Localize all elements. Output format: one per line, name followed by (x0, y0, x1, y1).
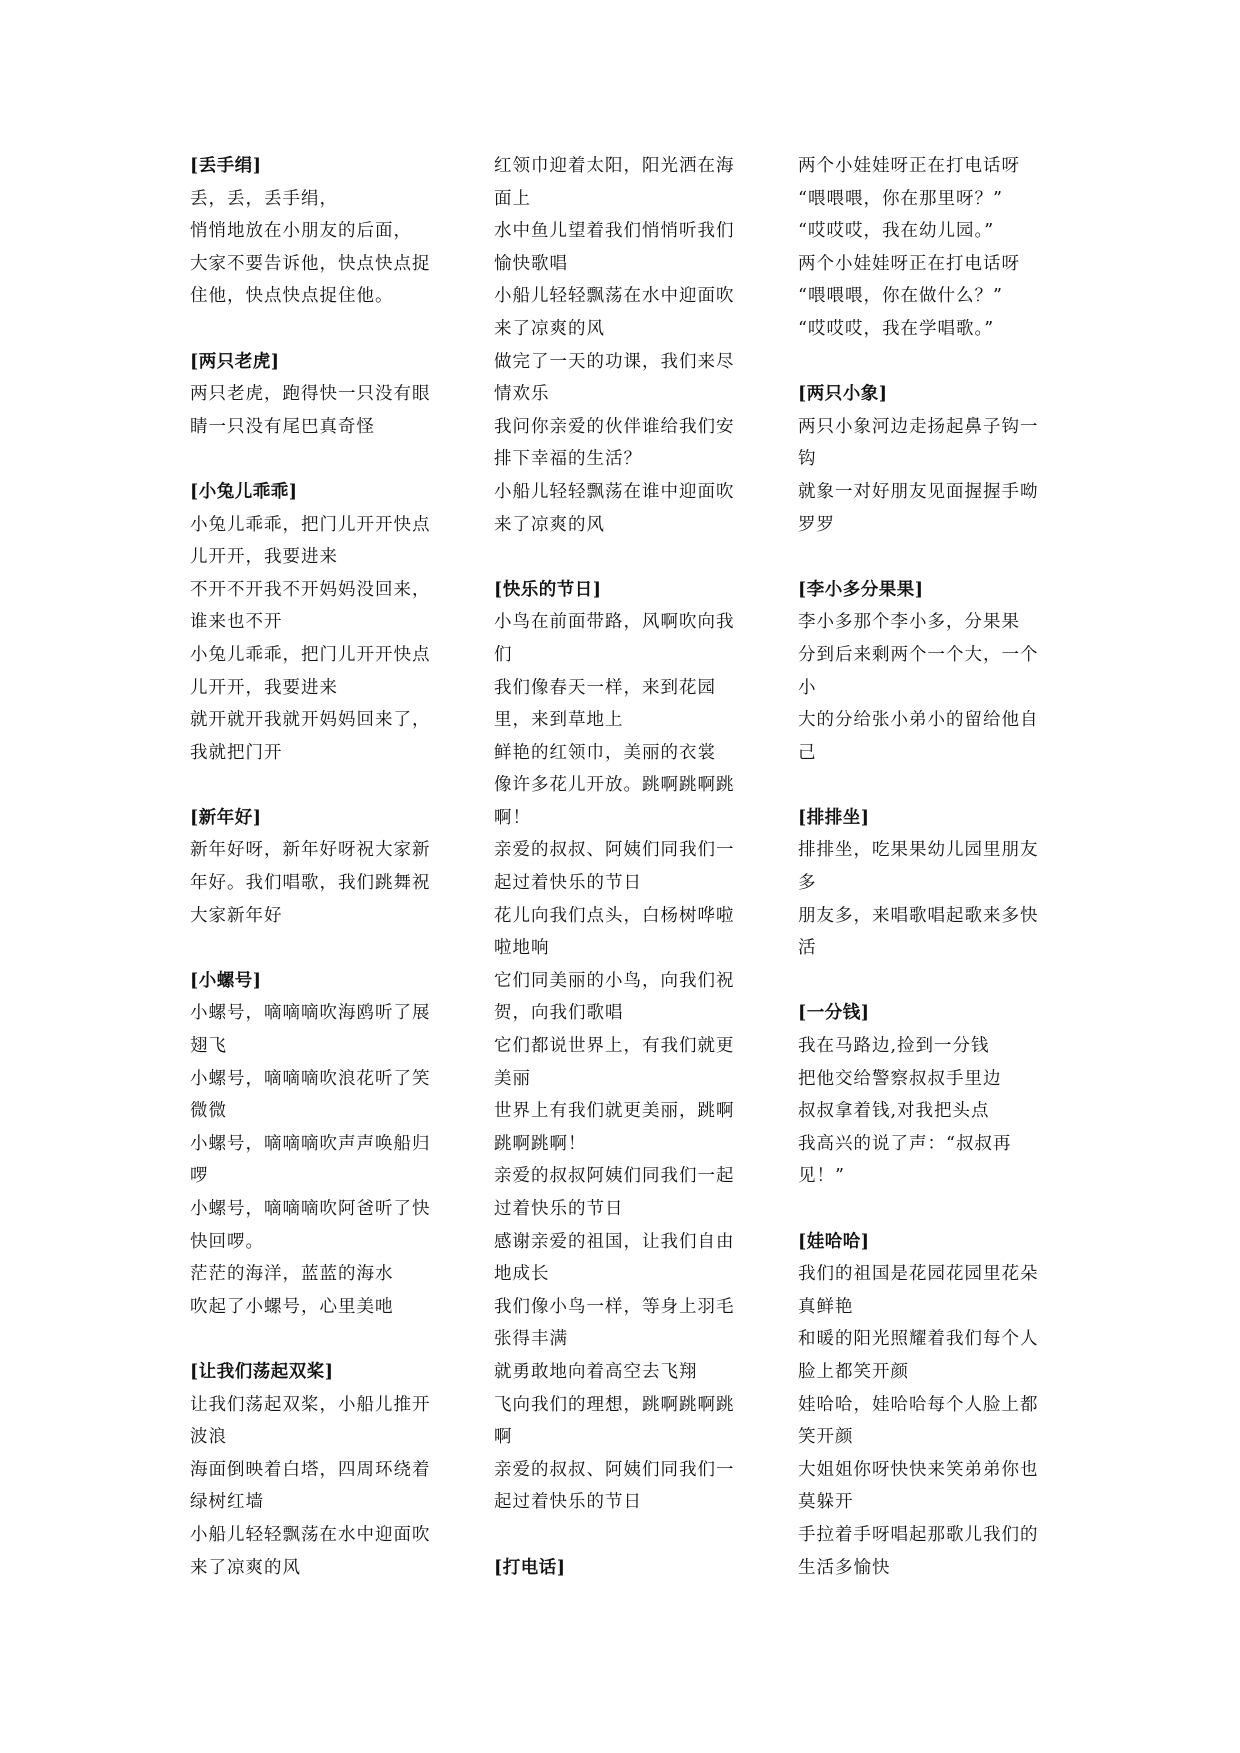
lyric-line: 就开就开我就开妈妈回来了， (190, 710, 431, 731)
lyric-line: 钩 (798, 449, 817, 470)
spacer (798, 769, 1060, 802)
lyric-line: 和暖的阳光照耀着我们每个人 (798, 1329, 1039, 1350)
lyric-line: 翅飞 (190, 1036, 227, 1057)
lyric-line: 啊！ (494, 807, 531, 828)
lyric-line: 愉快歌唱 (494, 253, 568, 274)
column-1 (190, 150, 452, 1584)
spacer (798, 965, 1060, 998)
song-title: [快乐的节日] (494, 579, 602, 600)
spacer (190, 932, 452, 965)
lyric-line: 大的分给张小弟小的留给他自 (798, 710, 1039, 731)
lyric-line: 两只小象河边走扬起鼻子钩一 (798, 416, 1039, 437)
lyric-line: 己 (798, 742, 817, 763)
lyric-line: 排排坐，吃果果幼儿园里朋友 (798, 840, 1039, 861)
lyric-line: 小螺号，嘀嘀嘀吹海鸥听了展 (190, 1003, 431, 1024)
lyric-line: 见！” (798, 1166, 845, 1187)
lyric-line: 我高兴的说了声：“叔叔再 (798, 1133, 1012, 1154)
lyric-line: 我们的祖国是花园花园里花朵 (798, 1264, 1039, 1285)
lyric-line: 亲爱的叔叔、阿姨们同我们一 (494, 840, 735, 861)
lyric-line: 张得丰满 (494, 1329, 568, 1350)
lyric-line: 儿开开，我要进来 (190, 547, 338, 568)
spacer (798, 541, 1060, 574)
lyric-line: 啦地响 (494, 938, 550, 959)
spacer (798, 346, 1060, 379)
lyric-line: 活 (798, 938, 817, 959)
lyric-line: 吹起了小螺号，心里美吔 (190, 1296, 394, 1317)
lyric-line: 手拉着手呀唱起那歌儿我们的 (798, 1524, 1039, 1545)
lyric-line: 大家不要告诉他，快点快点捉 (190, 253, 431, 274)
spacer (190, 769, 452, 802)
lyric-line: 我在马路边,捡到一分钱 (798, 1036, 990, 1057)
lyric-line: 花儿向我们点头，白杨树哗啦 (494, 905, 735, 926)
lyric-line: 我们像春天一样，来到花园 (494, 677, 716, 698)
lyric-line: “哎哎哎，我在学唱歌。” (798, 318, 995, 339)
lyric-line: 情欢乐 (494, 384, 550, 405)
lyric-line: 罗罗 (798, 514, 835, 535)
lyric-line: 两个小娃娃呀正在打电话呀 (798, 253, 1020, 274)
lyric-line: 小螺号，嘀嘀嘀吹声声唤船归 (190, 1133, 431, 1154)
song-title: [让我们荡起双桨] (190, 1361, 334, 1382)
lyric-line: 两只老虎，跑得快一只没有眼 (190, 384, 431, 405)
lyric-line: 悄悄地放在小朋友的后面， (190, 221, 412, 242)
lyric-line: 排下幸福的生活？ (494, 449, 642, 470)
lyric-line: 不开不开我不开妈妈没回来， (190, 579, 431, 600)
lyric-line: 小船儿轻轻飘荡在谁中迎面吹 (494, 481, 735, 502)
lyric-line: 美丽 (494, 1068, 531, 1089)
lyric-line: 莫躲开 (798, 1492, 854, 1513)
lyric-line: 真鲜艳 (798, 1296, 854, 1317)
lyric-line: 小螺号，嘀嘀嘀吹阿爸听了快 (190, 1199, 431, 1219)
song-title: [丢手绢] (190, 156, 262, 176)
lyric-line: 红领巾迎着太阳，阳光洒在海 (494, 156, 735, 176)
lyric-line: 微微 (190, 1101, 227, 1122)
lyric-line: 来了凉爽的风 (494, 514, 605, 535)
lyric-line: 贺，向我们歌唱 (494, 1003, 624, 1024)
lyric-line: 啰 (190, 1166, 209, 1187)
lyric-line: 绿树红墙 (190, 1492, 264, 1513)
spacer (494, 1519, 756, 1552)
song-title: [新年好] (190, 807, 262, 828)
lyric-line: 波浪 (190, 1427, 227, 1448)
lyric-line: 李小多那个李小多，分果果 (798, 612, 1020, 633)
lyric-line: 过着快乐的节日 (494, 1199, 624, 1219)
lyric-line: 跳啊跳啊！ (494, 1133, 587, 1154)
lyric-line: 分到后来剩两个一个大，一个 (798, 644, 1039, 665)
lyric-line: 亲爱的叔叔阿姨们同我们一起 (494, 1166, 735, 1187)
lyric-line: 面上 (494, 188, 531, 209)
lyric-line: 们 (494, 644, 513, 665)
lyric-line: 就勇敢地向着高空去飞翔 (494, 1361, 698, 1382)
lyric-line: 娃哈哈，娃哈哈每个人脸上都 (798, 1394, 1039, 1415)
column-3 (798, 150, 1060, 1584)
lyric-line: 做完了一天的功课，我们来尽 (494, 351, 735, 372)
lyric-line: 大家新年好 (190, 905, 283, 926)
lyric-line: 快回啰。 (190, 1231, 264, 1252)
lyric-line: 大姐姐你呀快快来笑弟弟你也 (798, 1459, 1039, 1480)
spacer (798, 1193, 1060, 1226)
lyric-line: 把他交给警察叔叔手里边 (798, 1068, 1002, 1089)
lyric-line: “喂喂喂，你在那里呀？” (798, 188, 1003, 209)
lyric-line: 脸上都笑开颜 (798, 1361, 909, 1382)
song-title: [娃哈哈] (798, 1231, 870, 1252)
song-title: [一分钱] (798, 1003, 870, 1024)
lyric-line: 叔叔拿着钱,对我把头点 (798, 1101, 990, 1122)
lyric-line: 小兔儿乖乖，把门儿开开快点 (190, 514, 431, 535)
lyric-line: 它们同美丽的小鸟，向我们祝 (494, 970, 735, 991)
lyric-line: 年好。我们唱歌，我们跳舞祝 (190, 873, 431, 894)
spacer (494, 541, 756, 574)
lyric-line: 茫茫的海洋，蓝蓝的海水 (190, 1264, 394, 1285)
lyric-line: 睛一只没有尾巴真奇怪 (190, 416, 375, 437)
lyric-line: 水中鱼儿望着我们悄悄听我们 (494, 221, 735, 242)
lyric-line: 我们像小鸟一样，等身上羽毛 (494, 1296, 735, 1317)
lyric-line: 就象一对好朋友见面握握手呦 (798, 481, 1039, 502)
lyric-line: 生活多愉快 (798, 1557, 891, 1578)
lyric-line: 两个小娃娃呀正在打电话呀 (798, 156, 1020, 176)
lyric-line: “喂喂喂，你在做什么？” (798, 286, 1003, 307)
lyric-line: 小鸟在前面带路，风啊吹向我 (494, 612, 735, 633)
lyric-line: 来了凉爽的风 (494, 318, 605, 339)
lyric-line: 飞向我们的理想，跳啊跳啊跳 (494, 1394, 735, 1415)
song-title: [李小多分果果] (798, 579, 924, 600)
lyric-line: 像许多花儿开放。跳啊跳啊跳 (494, 775, 735, 796)
lyric-line: 世界上有我们就更美丽，跳啊 (494, 1101, 735, 1122)
spacer (190, 443, 452, 476)
lyric-line: 我问你亲爱的伙伴谁给我们安 (494, 416, 735, 437)
lyric-line: 感谢亲爱的祖国，让我们自由 (494, 1231, 735, 1252)
lyric-line: 起过着快乐的节日 (494, 873, 642, 894)
lyric-line: 让我们荡起双桨，小船儿推开 (190, 1394, 431, 1415)
lyric-line: 小船儿轻轻飘荡在水中迎面吹 (190, 1524, 431, 1545)
spacer (190, 1323, 452, 1356)
lyric-line: 小兔儿乖乖，把门儿开开快点 (190, 644, 431, 665)
column-2 (494, 150, 756, 1584)
lyric-line: 小螺号，嘀嘀嘀吹浪花听了笑 (190, 1068, 431, 1089)
song-title: [两只老虎] (190, 351, 280, 372)
lyric-line: 小船儿轻轻飘荡在水中迎面吹 (494, 286, 735, 307)
lyric-line: 丢，丢，丢手绢， (190, 188, 338, 209)
lyric-line: 里，来到草地上 (494, 710, 624, 731)
lyric-line: 地成长 (494, 1264, 550, 1285)
song-title: [小兔儿乖乖] (190, 481, 298, 502)
lyric-line: “哎哎哎，我在幼儿园。” (798, 221, 995, 242)
lyric-line: 亲爱的叔叔、阿姨们同我们一 (494, 1459, 735, 1480)
lyric-line: 笑开颜 (798, 1427, 854, 1448)
lyric-line: 多 (798, 873, 817, 894)
lyric-line: 朋友多，来唱歌唱起歌来多快 (798, 905, 1039, 926)
song-title: [两只小象] (798, 384, 888, 405)
lyric-line: 啊 (494, 1427, 513, 1448)
lyric-line: 我就把门开 (190, 742, 283, 763)
lyric-line: 海面倒映着白塔，四周环绕着 (190, 1459, 431, 1480)
lyric-line: 新年好呀，新年好呀祝大家新 (190, 840, 431, 861)
song-title: [排排坐] (798, 807, 870, 828)
lyric-line: 鲜艳的红领巾，美丽的衣裳 (494, 742, 716, 763)
lyric-line: 小 (798, 677, 817, 698)
lyric-line: 起过着快乐的节日 (494, 1492, 642, 1513)
lyric-line: 住他，快点快点捉住他。 (190, 286, 394, 307)
lyric-line: 谁来也不开 (190, 612, 283, 633)
lyric-line: 儿开开，我要进来 (190, 677, 338, 698)
song-title: [打电话] (494, 1557, 566, 1578)
spacer (190, 313, 452, 346)
song-title: [小螺号] (190, 970, 262, 991)
lyric-line: 来了凉爽的风 (190, 1557, 301, 1578)
lyric-line: 它们都说世界上，有我们就更 (494, 1036, 735, 1057)
